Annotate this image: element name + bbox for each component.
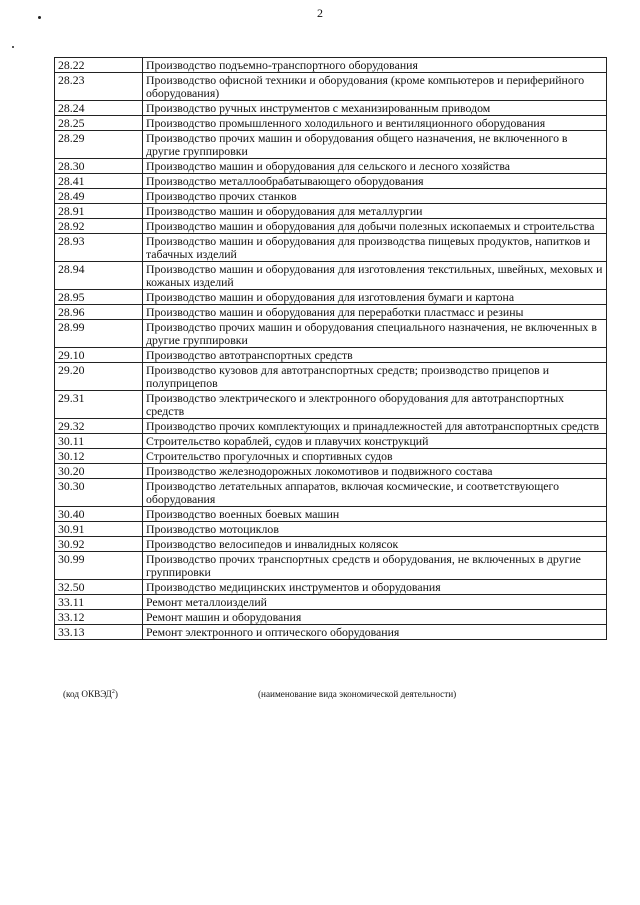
okved-code: 30.91 [55, 522, 143, 537]
table-row [55, 522, 607, 537]
okved-table [54, 57, 607, 640]
activity-name: Производство электрического и электронного оборудования для автотранспортных средств [143, 391, 607, 419]
table-row [55, 159, 607, 174]
table-row [55, 116, 607, 131]
okved-code: 33.11 [55, 595, 143, 610]
activity-name: Ремонт металлоизделий [143, 595, 607, 610]
activity-name: Ремонт электронного и оптического оборудования [143, 625, 607, 640]
table-row [55, 219, 607, 234]
activity-name: Производство машин и оборудования для производства пищевых продуктов, напитков и табачных изделий [143, 234, 607, 262]
activity-name: Производство машин и оборудования для изготовления текстильных, швейных, меховых и кожаных изделий [143, 262, 607, 290]
page-number: 2 [317, 6, 323, 20]
okved-code: 30.20 [55, 464, 143, 479]
okved-code: 30.12 [55, 449, 143, 464]
okved-code: 30.99 [55, 552, 143, 580]
table-row [55, 234, 607, 262]
code-caption: (код ОКВЭД$^2$) [63, 688, 118, 699]
table-row [55, 552, 607, 580]
activity-name: Производство прочих машин и оборудования общего назначения, не включенного в другие группировки [143, 131, 607, 159]
activity-name: Производство машин и оборудования для добычи полезных ископаемых и строительства [143, 219, 607, 234]
okved-code: 28.93 [55, 234, 143, 262]
table-row [55, 391, 607, 419]
activity-name: Производство ручных инструментов с механизированным приводом [143, 101, 607, 116]
okved-code: 28.41 [55, 174, 143, 189]
okved-code: 29.32 [55, 419, 143, 434]
table-row [55, 204, 607, 219]
okved-code: 30.11 [55, 434, 143, 449]
activity-name: Ремонт машин и оборудования [143, 610, 607, 625]
okved-code: 30.92 [55, 537, 143, 552]
activity-name: Строительство кораблей, судов и плавучих конструкций [143, 434, 607, 449]
okved-code: 29.31 [55, 391, 143, 419]
activity-name: Производство прочих транспортных средств и оборудования, не включенных в другие группировки [143, 552, 607, 580]
okved-table-body [55, 58, 607, 640]
table-row [55, 174, 607, 189]
okved-code: 28.23 [55, 73, 143, 101]
okved-code: 29.10 [55, 348, 143, 363]
okved-code: 28.25 [55, 116, 143, 131]
table-row [55, 305, 607, 320]
activity-name: Производство кузовов для автотранспортных средств; производство прицепов и полуприцепов [143, 363, 607, 391]
activity-name: Производство мотоциклов [143, 522, 607, 537]
table-row [55, 290, 607, 305]
okved-code: 28.91 [55, 204, 143, 219]
table-row [55, 507, 607, 522]
table-row [55, 625, 607, 640]
activity-name: Производство подъемно-транспортного оборудования [143, 58, 607, 73]
table-row [55, 434, 607, 449]
activity-name: Производство военных боевых машин [143, 507, 607, 522]
table-row [55, 320, 607, 348]
table-row [55, 131, 607, 159]
table-row [55, 363, 607, 391]
table-row [55, 348, 607, 363]
activity-name: Производство велосипедов и инвалидных колясок [143, 537, 607, 552]
okved-code: 28.49 [55, 189, 143, 204]
okved-code: 33.13 [55, 625, 143, 640]
table-row [55, 464, 607, 479]
table-row [55, 58, 607, 73]
activity-name: Производство машин и оборудования для изготовления бумаги и картона [143, 290, 607, 305]
activity-name: Производство металлообрабатывающего оборудования [143, 174, 607, 189]
table-row [55, 262, 607, 290]
okved-code: 28.24 [55, 101, 143, 116]
okved-code: 29.20 [55, 363, 143, 391]
okved-code: 28.95 [55, 290, 143, 305]
activity-name: Производство медицинских инструментов и оборудования [143, 580, 607, 595]
activity-name: Производство промышленного холодильного и вентиляционного оборудования [143, 116, 607, 131]
table-row [55, 479, 607, 507]
activity-name: Производство прочих машин и оборудования специального назначения, не включенных в другие группировки [143, 320, 607, 348]
table-row [55, 73, 607, 101]
table-row [55, 537, 607, 552]
okved-code: 28.29 [55, 131, 143, 159]
table-row [55, 101, 607, 116]
activity-name: Производство прочих станков [143, 189, 607, 204]
name-caption: (наименование вида экономической деятельности) [258, 689, 457, 699]
okved-code: 28.30 [55, 159, 143, 174]
okved-code: 28.99 [55, 320, 143, 348]
okved-code: 30.40 [55, 507, 143, 522]
activity-name: Производство железнодорожных локомотивов и подвижного состава [143, 464, 607, 479]
okved-code: 30.30 [55, 479, 143, 507]
okved-code: 28.96 [55, 305, 143, 320]
okved-code: 28.22 [55, 58, 143, 73]
activity-name: Строительство прогулочных и спортивных судов [143, 449, 607, 464]
activity-name: Производство машин и оборудования для металлургии [143, 204, 607, 219]
table-row [55, 610, 607, 625]
activity-name: Производство прочих комплектующих и принадлежностей для автотранспортных средств [143, 419, 607, 434]
okved-code: 28.92 [55, 219, 143, 234]
table-row [55, 580, 607, 595]
table-row [55, 189, 607, 204]
activity-name: Производство машин и оборудования для переработки пластмасс и резины [143, 305, 607, 320]
table-row [55, 449, 607, 464]
activity-name: Производство летательных аппаратов, включая космические, и соответствующего оборудования [143, 479, 607, 507]
table-row [55, 419, 607, 434]
activity-name: Производство автотранспортных средств [143, 348, 607, 363]
okved-code: 28.94 [55, 262, 143, 290]
activity-name: Производство офисной техники и оборудования (кроме компьютеров и периферийного оборудования) [143, 73, 607, 101]
okved-code: 32.50 [55, 580, 143, 595]
okved-code: 33.12 [55, 610, 143, 625]
activity-name: Производство машин и оборудования для сельского и лесного хозяйства [143, 159, 607, 174]
table-row [55, 595, 607, 610]
scan-dot [12, 46, 14, 48]
